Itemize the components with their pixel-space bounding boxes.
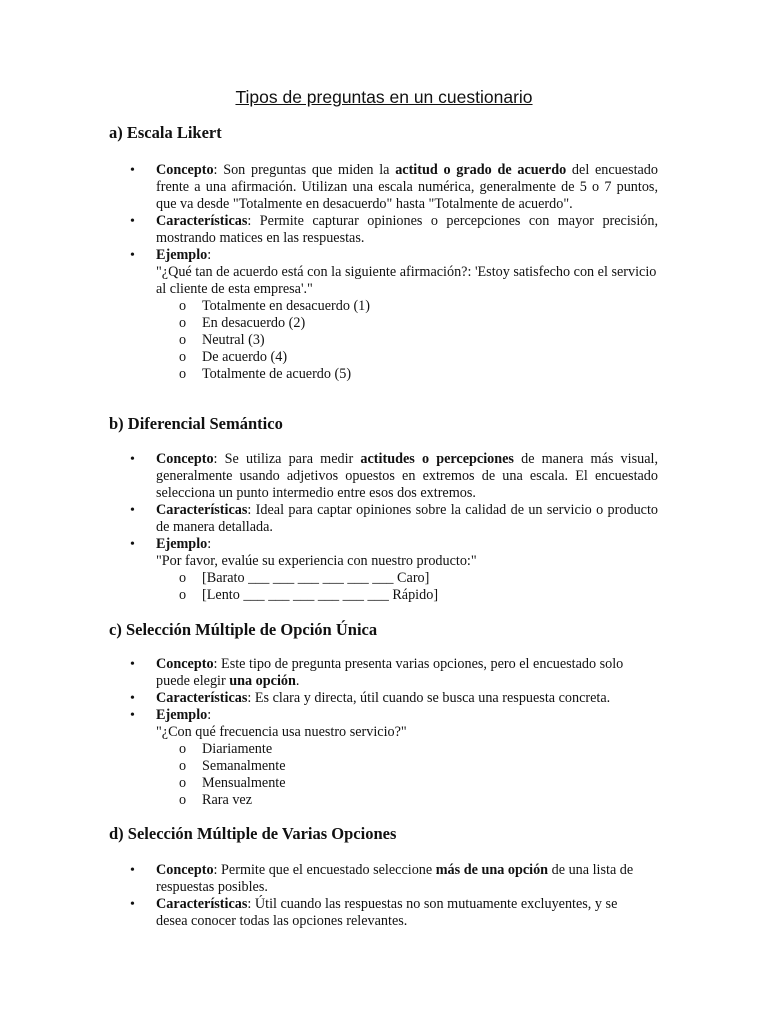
bullet-list bbox=[109, 862, 649, 930]
option-marker-icon: o bbox=[179, 775, 187, 791]
option-marker-icon: o bbox=[179, 298, 187, 314]
option-text: Neutral (3) bbox=[202, 332, 265, 348]
bullet-icon: • bbox=[130, 214, 135, 229]
concepto-text: : Este tipo de pregunta presenta varias opciones, pero el encuestado solo puede elegir bbox=[156, 656, 624, 689]
ejemplo-item bbox=[109, 536, 658, 604]
concepto-label: Concepto bbox=[156, 862, 214, 878]
caracteristicas-item bbox=[109, 502, 658, 536]
concepto-text-end: de manera más visual, generalmente usando adjetivos opuestos en extremos de una escala. El encuestado selecciona un punto intermedio entre esos dos extremos. bbox=[156, 451, 658, 501]
caracteristicas-text: : Permite capturar opiniones o percepciones con mayor precisión, mostrando matices en las respuestas. bbox=[156, 213, 658, 246]
ejemplo-question: "¿Con qué frecuencia usa nuestro servicio?" bbox=[156, 724, 407, 740]
section-seleccion-unica bbox=[109, 620, 658, 809]
option-text: Rara vez bbox=[202, 792, 253, 808]
ejemplo-question: "¿Qué tan de acuerdo está con la siguiente afirmación?: 'Estoy satisfecho con el servicio al cliente de esta empresa'." bbox=[156, 264, 657, 297]
bullet-icon: • bbox=[130, 503, 135, 518]
concepto-item bbox=[109, 451, 658, 502]
ejemplo-colon: : bbox=[207, 247, 212, 263]
caracteristicas-label: Características bbox=[156, 896, 248, 912]
section-heading: a) Escala Likert bbox=[109, 123, 222, 142]
caracteristicas-item bbox=[109, 690, 658, 707]
caracteristicas-label: Características bbox=[156, 213, 248, 229]
concepto-emphasis: actitud o grado de acuerdo bbox=[395, 162, 567, 178]
option-marker-icon: o bbox=[179, 587, 187, 603]
option-marker-icon: o bbox=[179, 349, 187, 365]
concepto-emphasis: una opción bbox=[229, 673, 296, 689]
concepto-label: Concepto bbox=[156, 162, 214, 178]
option-list bbox=[156, 741, 658, 809]
option-item bbox=[156, 298, 658, 315]
ejemplo-label: Ejemplo bbox=[156, 707, 208, 723]
concepto-text: : Son preguntas que miden la bbox=[213, 162, 396, 178]
concepto-item bbox=[109, 656, 658, 690]
bullet-icon: • bbox=[130, 452, 135, 467]
concepto-text-end: del encuestado frente a una afirmación. Utilizan una escala numérica, generalmente de 5 o 7 puntos, que va desde "Totalmente en desacuerdo" hasta "Totalmente de acuerdo". bbox=[156, 162, 658, 212]
bullet-list bbox=[109, 451, 658, 604]
bullet-icon: • bbox=[130, 863, 135, 878]
ejemplo-colon: : bbox=[207, 707, 212, 723]
option-list bbox=[156, 570, 658, 604]
section-escala-likert bbox=[109, 123, 658, 383]
option-item bbox=[156, 570, 658, 587]
option-item bbox=[156, 315, 658, 332]
option-marker-icon: o bbox=[179, 332, 187, 348]
section-seleccion-varias bbox=[109, 824, 649, 930]
option-text: Totalmente de acuerdo (5) bbox=[202, 366, 352, 382]
option-item bbox=[156, 741, 658, 758]
option-marker-icon: o bbox=[179, 366, 187, 382]
bullet-icon: • bbox=[130, 691, 135, 706]
bullet-icon: • bbox=[130, 248, 135, 263]
concepto-text: : Permite que el encuestado seleccione bbox=[213, 862, 436, 878]
section-heading: b) Diferencial Semántico bbox=[109, 414, 283, 433]
option-marker-icon: o bbox=[179, 792, 187, 808]
option-item bbox=[156, 366, 658, 383]
concepto-emphasis: actitudes o percepciones bbox=[360, 451, 514, 467]
option-text: Totalmente en desacuerdo (1) bbox=[202, 298, 370, 314]
caracteristicas-text: : Es clara y directa, útil cuando se busca una respuesta concreta. bbox=[247, 690, 611, 706]
section-heading: d) Selección Múltiple de Varias Opciones bbox=[109, 824, 397, 843]
option-text: Mensualmente bbox=[202, 775, 286, 791]
caracteristicas-label: Características bbox=[156, 690, 248, 706]
ejemplo-question: "Por favor, evalúe su experiencia con nuestro producto:" bbox=[156, 553, 477, 569]
caracteristicas-label: Características bbox=[156, 502, 248, 518]
document-title: Tipos de preguntas en un cuestionario bbox=[235, 87, 533, 107]
option-item bbox=[156, 758, 658, 775]
concepto-label: Concepto bbox=[156, 451, 214, 467]
caracteristicas-item bbox=[109, 896, 649, 930]
concepto-item bbox=[109, 162, 658, 213]
option-marker-icon: o bbox=[179, 570, 187, 586]
bullet-icon: • bbox=[130, 897, 135, 912]
concepto-text: : Se utiliza para medir bbox=[213, 451, 361, 467]
option-text: [Barato ___ ___ ___ ___ ___ ___ Caro] bbox=[202, 570, 430, 586]
bullet-icon: • bbox=[130, 163, 135, 178]
option-text: Diariamente bbox=[202, 741, 273, 757]
bullet-list bbox=[109, 656, 658, 809]
option-item bbox=[156, 587, 658, 604]
option-text: De acuerdo (4) bbox=[202, 349, 288, 365]
concepto-emphasis: más de una opción bbox=[435, 862, 549, 878]
section-diferencial-semantico bbox=[109, 414, 658, 604]
option-item bbox=[156, 349, 658, 366]
ejemplo-label: Ejemplo bbox=[156, 247, 208, 263]
ejemplo-item bbox=[109, 707, 658, 809]
section-heading: c) Selección Múltiple de Opción Única bbox=[109, 620, 378, 639]
caracteristicas-text: : Útil cuando las respuestas no son mutuamente excluyentes, y se desea conocer todas las opciones relevantes. bbox=[156, 896, 618, 929]
option-marker-icon: o bbox=[179, 315, 187, 331]
ejemplo-item bbox=[109, 247, 658, 383]
bullet-icon: • bbox=[130, 657, 135, 672]
option-item bbox=[156, 792, 658, 809]
caracteristicas-text: : Ideal para captar opiniones sobre la calidad de un servicio o producto de manera detallada. bbox=[156, 502, 658, 535]
concepto-label: Concepto bbox=[156, 656, 214, 672]
option-marker-icon: o bbox=[179, 741, 187, 757]
bullet-list bbox=[109, 162, 658, 383]
option-text: En desacuerdo (2) bbox=[202, 315, 306, 331]
option-list bbox=[156, 298, 658, 383]
ejemplo-label: Ejemplo bbox=[156, 536, 208, 552]
option-item bbox=[156, 775, 658, 792]
bullet-icon: • bbox=[130, 537, 135, 552]
option-item bbox=[156, 332, 658, 349]
option-text: [Lento ___ ___ ___ ___ ___ ___ Rápido] bbox=[202, 587, 439, 603]
option-marker-icon: o bbox=[179, 758, 187, 774]
bullet-icon: • bbox=[130, 708, 135, 723]
option-text: Semanalmente bbox=[202, 758, 286, 774]
concepto-text-end: . bbox=[295, 673, 300, 689]
concepto-text-end: de una lista de respuestas posibles. bbox=[156, 862, 634, 895]
caracteristicas-item bbox=[109, 213, 658, 247]
ejemplo-colon: : bbox=[207, 536, 212, 552]
concepto-item bbox=[109, 862, 649, 896]
